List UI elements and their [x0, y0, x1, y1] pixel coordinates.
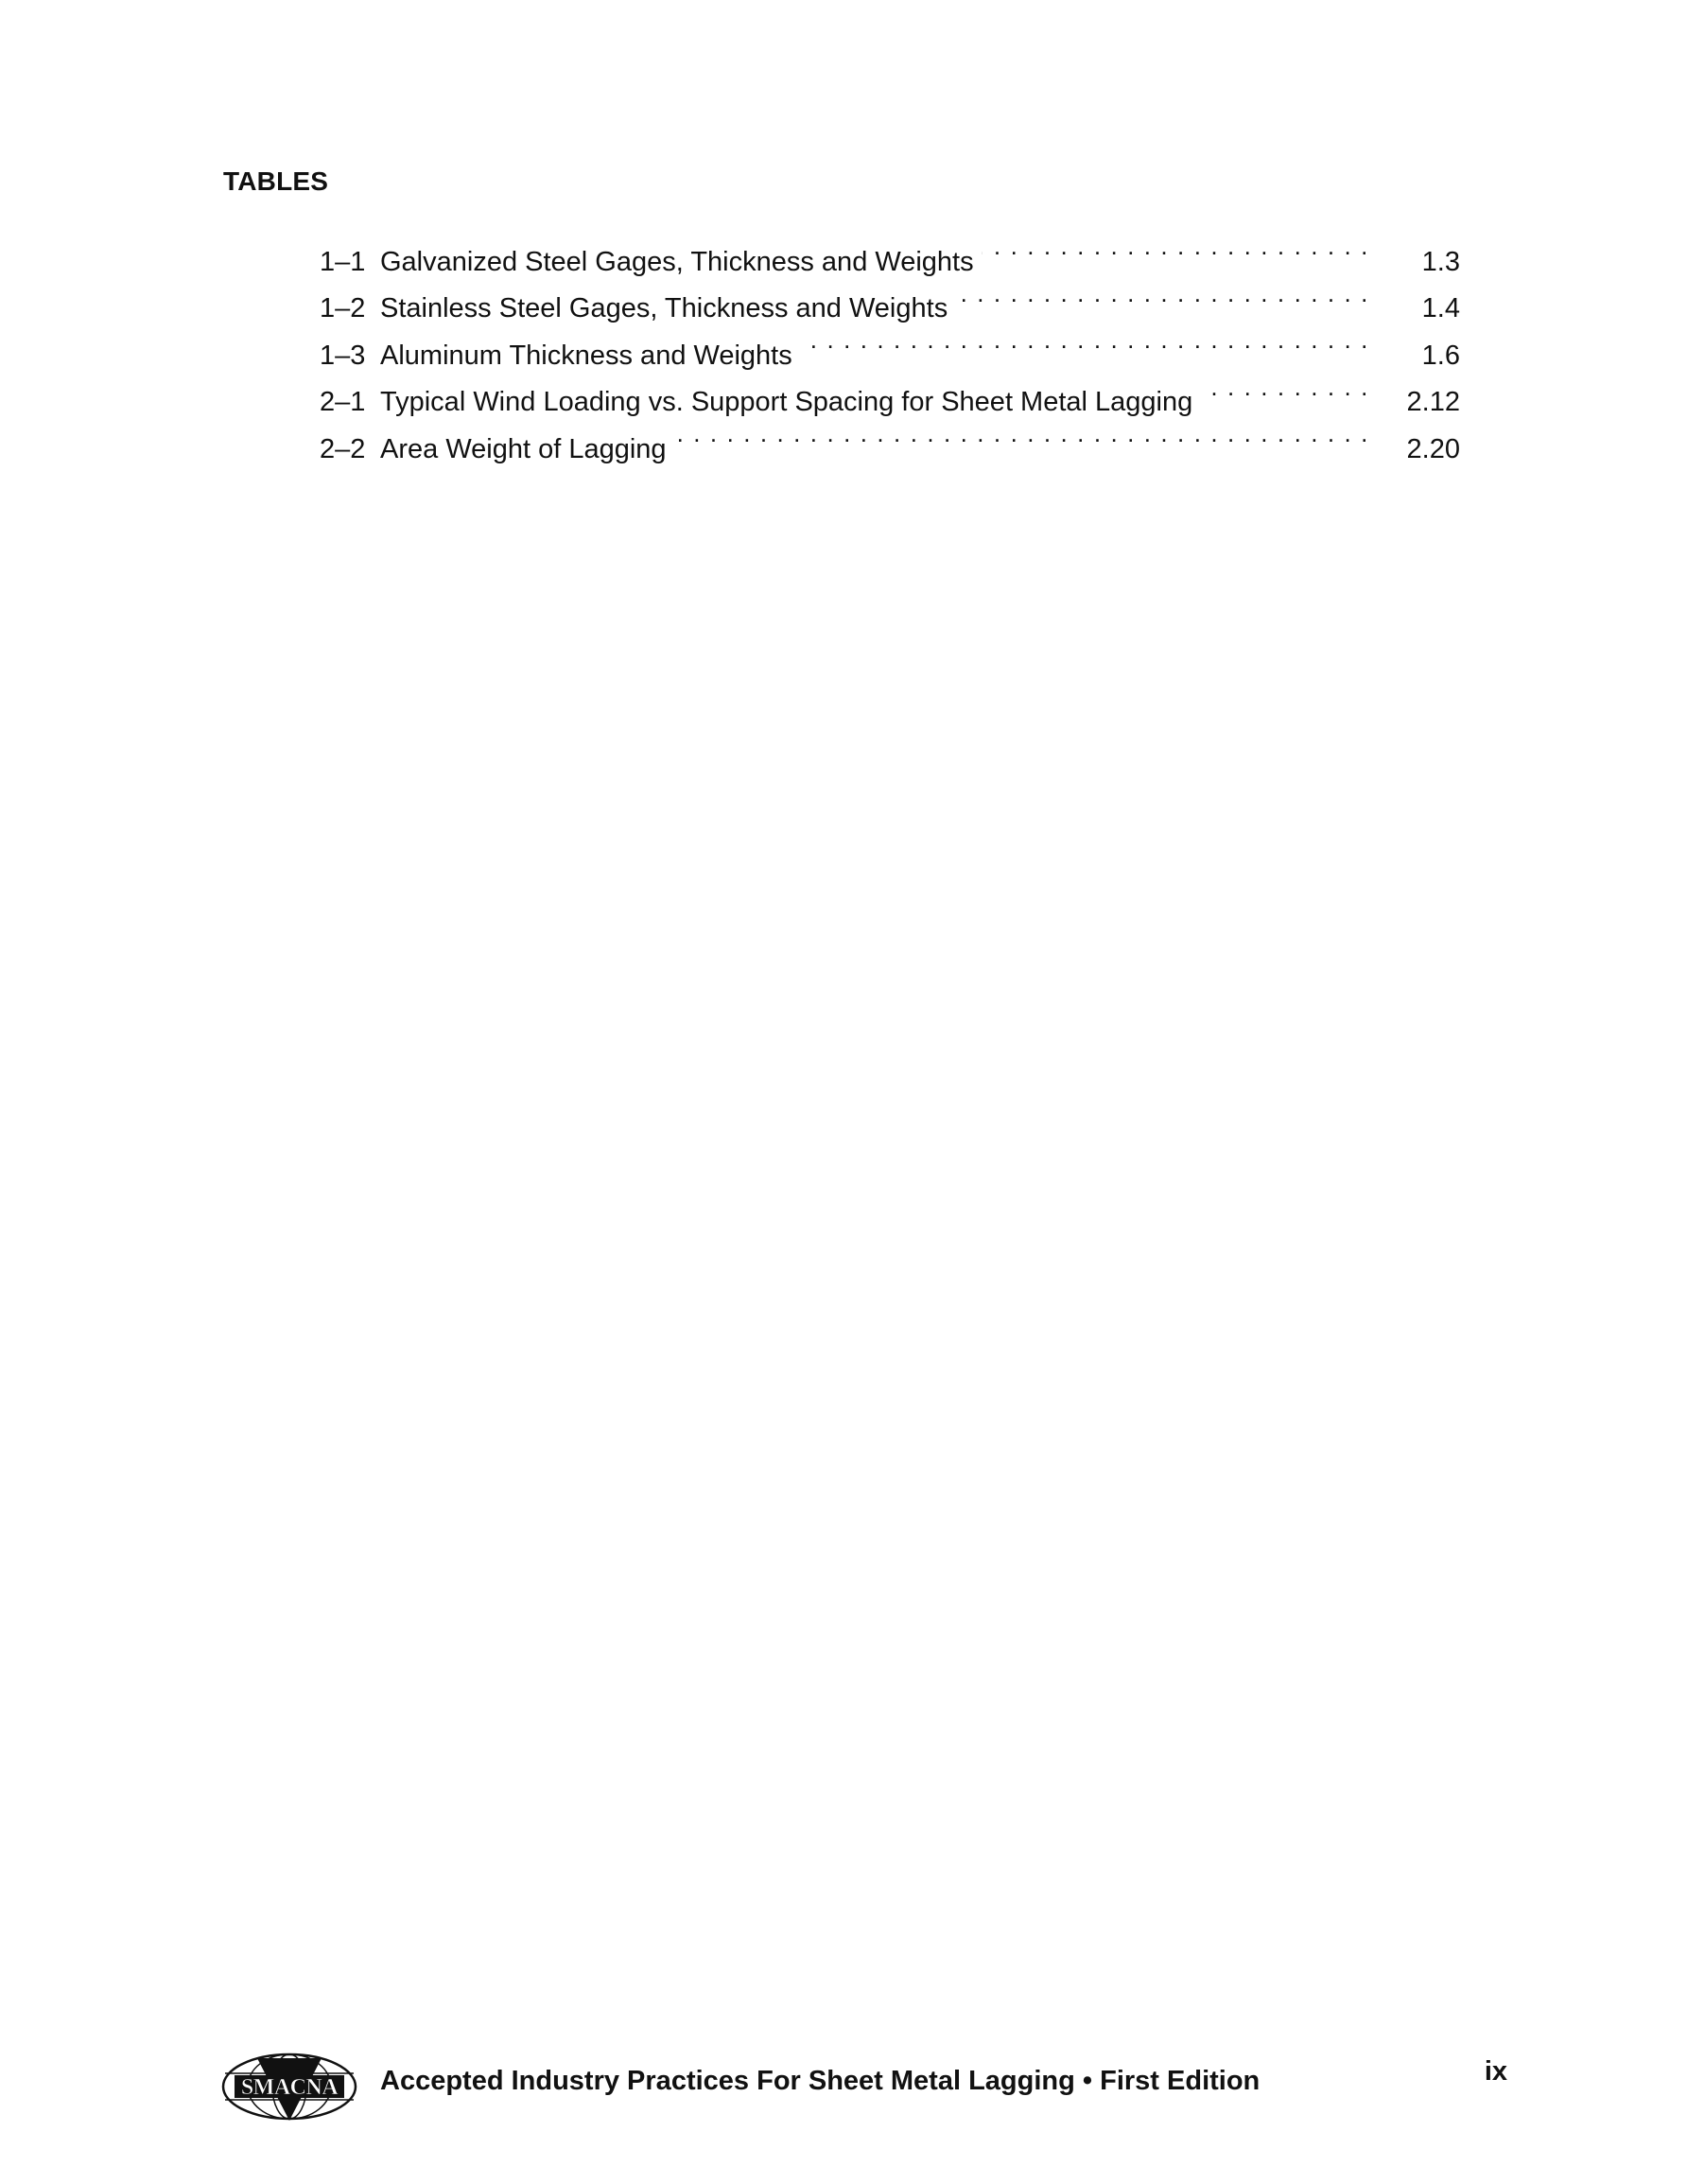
footer-title: Accepted Industry Practices For Sheet Metal Lagging • First Edition	[380, 2066, 1261, 2096]
table-title: Galvanized Steel Gages, Thickness and Weights	[380, 246, 974, 277]
table-title: Aluminum Thickness and Weights	[380, 340, 792, 371]
toc-entry[interactable]	[320, 223, 1460, 277]
page-reference: 1.6	[1421, 340, 1460, 371]
tables-list	[320, 223, 1460, 464]
dot-leader	[674, 411, 1369, 458]
smacna-logo	[221, 2051, 357, 2123]
page-reference: 2.20	[1406, 433, 1460, 464]
table-number: 2–2	[320, 433, 366, 464]
dot-leader	[1200, 364, 1369, 411]
table-title: Stainless Steel Gages, Thickness and Weights	[380, 293, 948, 323]
table-title: Area Weight of Lagging	[380, 433, 667, 464]
table-title: Typical Wind Loading vs. Support Spacing for Sheet Metal Lagging	[380, 387, 1193, 417]
dot-leader	[800, 317, 1369, 364]
dot-leader	[955, 271, 1369, 318]
section-heading: TABLES	[223, 166, 329, 196]
logo-wordmark: SMACNA	[240, 2075, 339, 2100]
table-number: 2–1	[320, 387, 366, 417]
page-footer	[221, 2043, 1507, 2128]
page-reference: 1.4	[1421, 293, 1460, 323]
page-reference: 2.12	[1406, 387, 1460, 417]
table-number: 1–3	[320, 340, 366, 371]
page-reference: 1.3	[1421, 246, 1460, 277]
table-number: 1–2	[320, 293, 366, 323]
page-number: ix	[1484, 2056, 1507, 2087]
table-number: 1–1	[320, 246, 366, 277]
dot-leader	[982, 223, 1369, 271]
